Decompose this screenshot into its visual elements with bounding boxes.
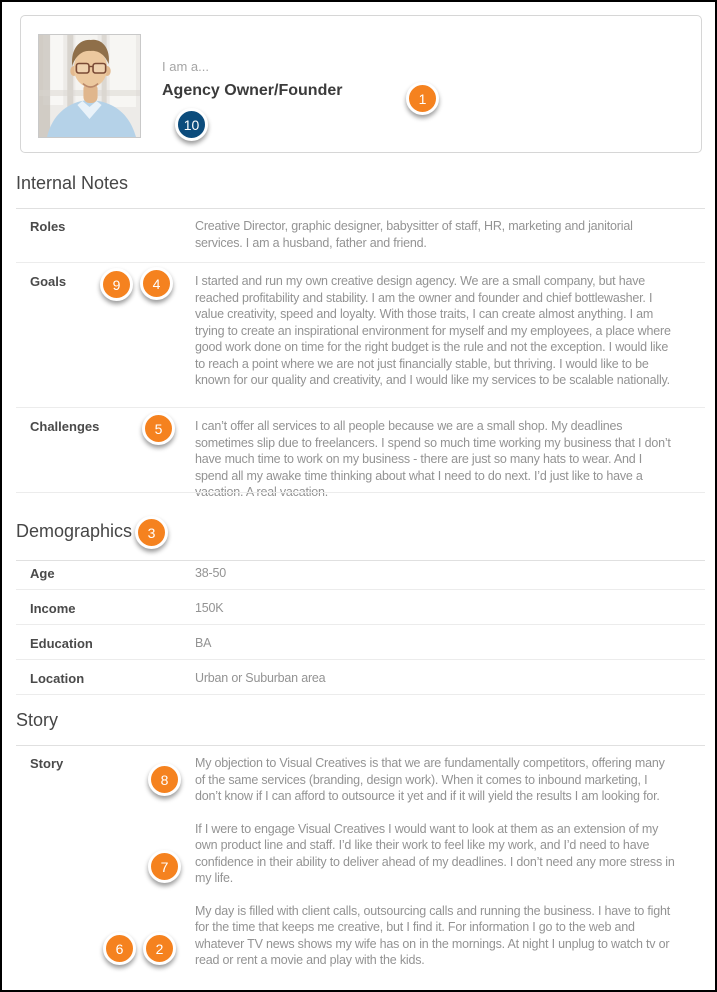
persona-name: Agency Owner/Founder: [162, 82, 343, 99]
divider: [16, 589, 705, 590]
divider: [16, 745, 705, 746]
annotation-badge-10: 10: [175, 108, 208, 141]
divider: [16, 624, 705, 625]
row-label-goals: Goals: [30, 274, 67, 289]
row-value-location: Urban or Suburban area: [195, 671, 326, 685]
row-value-education: BA: [195, 636, 212, 650]
row-label-story: Story: [30, 756, 64, 771]
row-value-goals: I started and run my own creative design agency. We are a small company, but have reached profitability and stability. I am the owner and founder and chief bottlewasher. I value creativity, speed and loyalty. With those traits, I can create almost anything. I am trying to create an inspirational environment for myself and my employees, a place where good work done on time for the right budget is the rule and not the exception. I would like to reach a point where we are not just financially stable, but thriving. I would like to be known for our quality and creativity, and I would like my services to be scalable nationally.: [195, 274, 671, 387]
row-label-location: Location: [30, 671, 85, 686]
row-label-income: Income: [30, 601, 76, 616]
story-paragraph: My day is filled with client calls, outsourcing calls and running the business. I have to fight for the time that keeps me creative, but I find it. For information I go to the web and whatever TV news shows my wife has on in the mornings. At night I unplug to watch tv or read or rent a movie and play with the kids.: [195, 903, 671, 967]
story-paragraph: My objection to Visual Creatives is that we are fundamentally competitors, offering many of the same services (branding, design work). When it comes to inbound marketing, I don’t know if I can afford to outsource it yet and if it will yield the results I am looking for.: [195, 756, 665, 803]
persona-prompt-label: I am a...: [162, 59, 209, 74]
row-value-roles: Creative Director, graphic designer, babysitter of staff, HR, marketing and janitorial services. I am a husband, father and friend.: [195, 219, 633, 250]
row-value-age: 38-50: [195, 566, 226, 580]
annotation-badge-8: 8: [148, 763, 181, 796]
annotation-badge-5: 5: [142, 412, 175, 445]
row-label-age: Age: [30, 566, 55, 581]
story-paragraph: If I were to engage Visual Creatives I would want to look at them as an extension of my own product line and staff. I’d like their work to feel like my work, and I’d need to have confidence in their ability to deliver ahead of my deadlines. I don’t need any more stress in my life.: [195, 821, 675, 885]
annotation-badge-6: 6: [103, 932, 136, 965]
row-value-story: [195, 755, 675, 969]
row-label-roles: Roles: [30, 219, 66, 234]
annotation-badge-7: 7: [148, 850, 181, 883]
row-value-income: 150K: [195, 601, 224, 615]
divider: [16, 560, 705, 561]
persona-header-card: [20, 15, 702, 153]
divider: [16, 659, 705, 660]
persona-photo-illustration: [39, 35, 140, 137]
divider: [16, 208, 705, 209]
row-label-challenges: Challenges: [30, 419, 100, 434]
section-title-story: Story: [16, 710, 59, 730]
row-label-education: Education: [30, 636, 93, 651]
divider: [16, 694, 705, 695]
annotation-badge-4: 4: [140, 267, 173, 300]
divider: [16, 492, 705, 493]
annotation-badge-9: 9: [100, 268, 133, 301]
divider: [16, 407, 705, 408]
annotation-badge-1: 1: [406, 82, 439, 115]
section-title-internal-notes: Internal Notes: [16, 173, 129, 193]
annotation-badge-3: 3: [135, 516, 168, 549]
divider: [16, 262, 705, 263]
persona-photo: [38, 34, 141, 138]
row-value-challenges: I can’t offer all services to all people because we are a small shop. My deadlines sometimes slip due to freelancers. I spend so much time working my business that I don’t have much time to work on my business - there are just so many hats to wear. And I spend all my awake time thinking about what I need to do next. I’d just like to have a vacation. A real vacation.: [195, 419, 671, 499]
section-title-demographics: Demographics: [16, 521, 133, 541]
annotation-badge-2: 2: [143, 932, 176, 965]
